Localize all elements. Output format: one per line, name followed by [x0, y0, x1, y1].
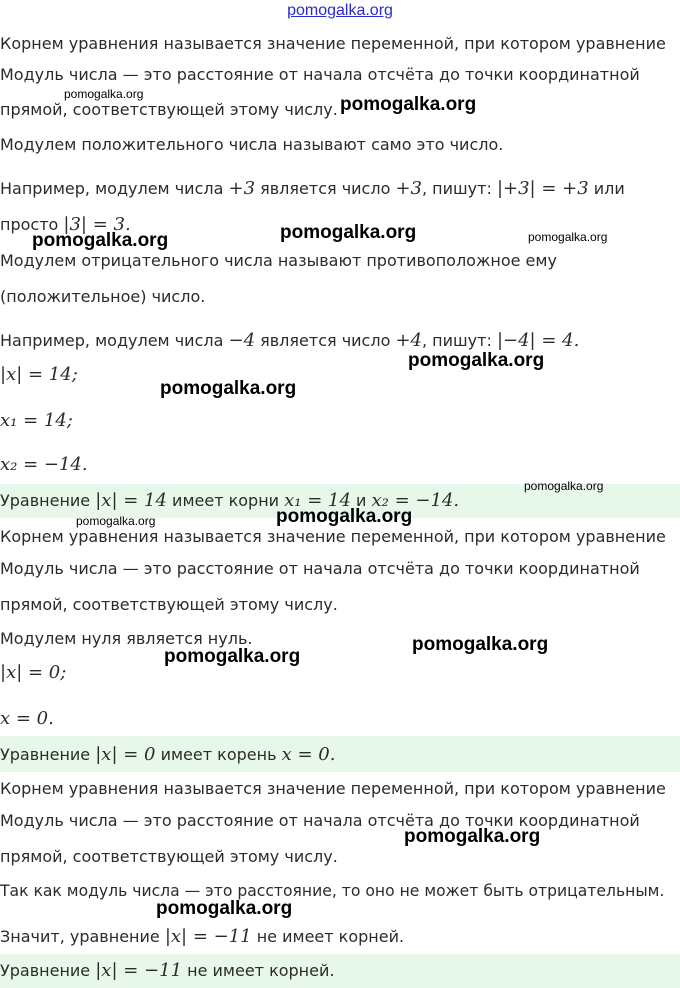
text: Уравнение: [0, 961, 96, 980]
watermark: pomogalka.org: [76, 514, 156, 528]
text: имеет корень: [155, 745, 282, 764]
watermark: pomogalka.org: [164, 646, 301, 667]
negative-example: [0, 330, 579, 352]
definition-modulus-cont: прямой, соответствующей этому числу.: [0, 100, 338, 119]
root-1: x₁ = 14;: [0, 410, 73, 431]
text: является число: [255, 179, 396, 198]
conclusion: [0, 926, 404, 948]
math: −4: [228, 330, 256, 351]
definition-modulus-2: Модуль числа — это расстояние от начала отсчёта до точки координатной: [0, 559, 640, 578]
watermark: pomogalka.org: [156, 898, 293, 919]
math: |+3| = +3: [496, 178, 589, 199]
math: +4: [395, 330, 422, 351]
math: |x| = −11: [164, 926, 252, 947]
math: x₂ = −14.: [371, 490, 460, 511]
root-3: x = 0.: [0, 708, 54, 729]
positive-example: [0, 178, 625, 200]
equation-1: |x| = 14;: [0, 364, 78, 385]
math: |−4| = 4.: [496, 330, 580, 351]
zero-modulus-rule: Модулем нуля является нуль.: [0, 629, 253, 648]
result-3: [0, 960, 334, 982]
watermark: pomogalka.org: [276, 506, 413, 527]
positive-modulus-rule: Модулем положительного числа называют само это число.: [0, 135, 504, 154]
watermark: pomogalka.org: [524, 479, 604, 493]
math: x₁ = 14: [284, 490, 351, 511]
definition-modulus-2-cont: прямой, соответствующей этому числу.: [0, 595, 338, 614]
text: Уравнение: [0, 491, 96, 510]
text: и: [350, 491, 372, 510]
watermark: pomogalka.org: [404, 826, 541, 847]
negative-modulus-rule: Модулем отрицательного числа называют противоположное ему: [0, 251, 557, 270]
math: +3: [228, 178, 256, 199]
site-link[interactable]: pomogalka.org: [287, 2, 393, 19]
watermark: pomogalka.org: [32, 230, 169, 251]
text: не имеет корней.: [182, 961, 335, 980]
watermark: pomogalka.org: [528, 230, 608, 244]
root-2: x₂ = −14.: [0, 454, 88, 475]
text: Например, модулем числа: [0, 331, 229, 350]
text: Значит, уравнение: [0, 927, 165, 946]
equation-2: |x| = 0;: [0, 662, 67, 683]
non-negative-rule: Так как модуль числа — это расстояние, то оно не может быть отрицательным.: [0, 882, 665, 900]
text: имеет корни: [166, 491, 285, 510]
text: Уравнение: [0, 745, 96, 764]
definition-root-2: Корнем уравнения называется значение переменной, при котором уравнение: [0, 527, 666, 546]
text: является число: [255, 331, 396, 350]
definition-modulus-3-cont: прямой, соответствующей этому числу.: [0, 847, 338, 866]
math: |x| = −11: [95, 960, 183, 981]
watermark: pomogalka.org: [64, 87, 144, 101]
result-2: [0, 744, 335, 766]
math: |x| = 0: [95, 744, 156, 765]
math: |3| = 3.: [63, 214, 131, 235]
text: или: [588, 179, 625, 198]
watermark: pomogalka.org: [280, 222, 417, 243]
definition-root: Корнем уравнения называется значение переменной, при котором уравнение: [0, 34, 666, 53]
text: не имеет корней.: [251, 927, 405, 946]
definition-modulus-3: Модуль числа — это расстояние от начала отсчёта до точки координатной: [0, 811, 640, 830]
text: просто: [0, 215, 64, 234]
watermark: pomogalka.org: [340, 94, 477, 115]
math: +3: [395, 178, 422, 199]
text: , пишут:: [422, 331, 497, 350]
definition-modulus: Модуль числа — это расстояние от начала отсчёта до точки координатной: [0, 65, 640, 84]
definition-root-3: Корнем уравнения называется значение переменной, при котором уравнение: [0, 779, 666, 798]
negative-modulus-rule-cont: (положительное) число.: [0, 287, 206, 306]
watermark: pomogalka.org: [408, 350, 545, 371]
text: , пишут:: [422, 179, 497, 198]
math: x = 0.: [281, 744, 336, 765]
text: Например, модулем числа: [0, 179, 229, 198]
watermark: pomogalka.org: [160, 378, 297, 399]
watermark: pomogalka.org: [412, 634, 549, 655]
math: |x| = 14: [95, 490, 167, 511]
